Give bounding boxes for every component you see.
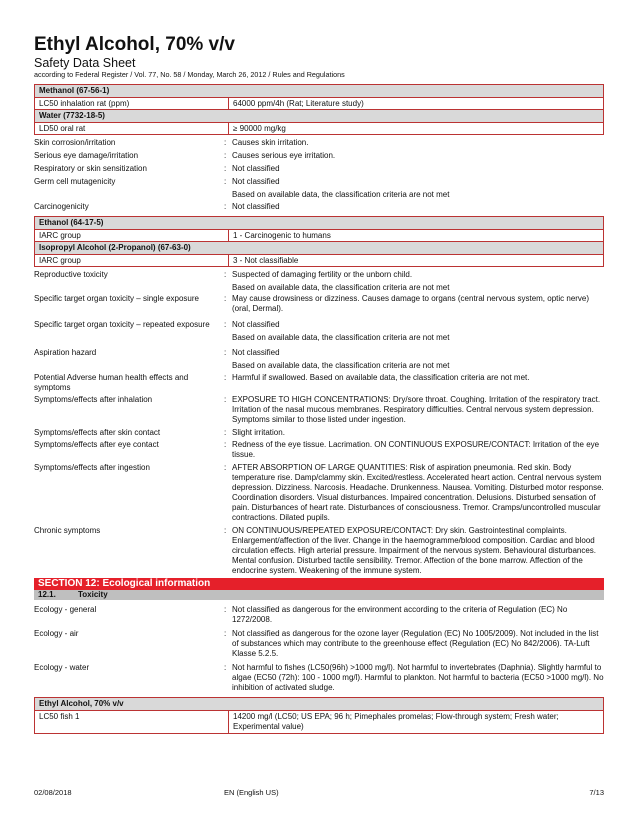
ecology-value: Not harmful to fishes (LC50(96h) >1000 mg/l). Not harmful to invertebrates (Daphnia). Slightly harmful to algae (EC50 (72h): 100 - 1000 mg/l). Harmful to plankton. Not harmful to bacteria (EC50 >1000 mg/l). No inhibition of activated sludge.	[232, 663, 604, 692]
substance-row	[35, 123, 603, 134]
tox-value: Causes serious eye irritation.	[232, 151, 336, 160]
tox-label: Germ cell mutagenicity	[34, 177, 116, 186]
tox-value: Not classified	[232, 164, 280, 173]
tox-value-text: Not classified	[232, 177, 280, 186]
tox-note: Based on available data, the classification criteria are not met	[232, 283, 450, 292]
tox-value-text: Not classified	[232, 320, 280, 329]
substance-table-water	[34, 110, 604, 135]
substance-label: LC50 inhalation rat (ppm)	[35, 98, 229, 109]
separator: :	[224, 320, 227, 329]
page-footer	[34, 788, 604, 797]
tox-row-adverse	[34, 373, 604, 395]
separator: :	[224, 164, 227, 173]
separator: :	[224, 373, 227, 382]
footer-page-number: 7/13	[589, 788, 604, 797]
footer-language: EN (English US)	[224, 788, 279, 797]
tox-row-stot-repeated	[34, 320, 604, 348]
tox-label: Carcinogenicity	[34, 202, 89, 211]
separator: :	[224, 605, 227, 614]
tox-note: Based on available data, the classification criteria are not met	[232, 333, 450, 342]
substance-name: Water (7732-18-5)	[35, 110, 603, 123]
tox-value: Not classified	[232, 202, 280, 211]
tox-value: Causes skin irritation.	[232, 138, 309, 147]
tox-value	[232, 270, 604, 294]
separator: :	[224, 663, 227, 672]
ecology-value: Not classified as dangerous for the environment according to the criteria of Regulation (EC) No 1272/2008.	[232, 605, 568, 624]
substance-name: Isopropyl Alcohol (2-Propanol) (67-63-0)	[35, 242, 603, 255]
tox-row-eye-contact	[34, 440, 604, 463]
tox-label: Symptoms/effects after inhalation	[34, 395, 153, 404]
substance-label: LC50 fish 1	[35, 711, 229, 733]
tox-row-germ	[34, 177, 604, 202]
tox-value: EXPOSURE TO HIGH CONCENTRATIONS: Dry/sore throat. Coughing. Irritation of the respiratory tract. Irritation of the nasal mucous membranes. Respiratory difficulties. Central nervous system depression. Symptoms similar to those listed under ingestion.	[232, 395, 601, 424]
tox-value	[232, 320, 604, 348]
tox-value: Redness of the eye tissue. Lacrimation. ON CONTINUOUS EXPOSURE/CONTACT: Irritation of the eye tissue.	[232, 440, 600, 459]
separator: :	[224, 138, 227, 147]
tox-value-text: Suspected of damaging fertility or the unborn child.	[232, 270, 413, 279]
substance-name: Ethyl Alcohol, 70% v/v	[35, 698, 603, 711]
tox-row-skin	[34, 138, 604, 151]
tox-row-inhalation	[34, 395, 604, 428]
separator: :	[224, 151, 227, 160]
document-body	[34, 84, 604, 734]
tox-value: ON CONTINUOUS/REPEATED EXPOSURE/CONTACT: Dry skin. Gastrointestinal complaints. Enlargement/affection of the liver. Change in the haemogramme/blood composition. Cardiac and blood circulation effects. High arterial pressure. Impairment of the nervous system. Behavioural disturbances. Mental confusion. Disturbed tactile sensibility. Tremor. Affection of the bone marrow. Affection of the endocrine system. Weakening of the immune system.	[232, 526, 597, 575]
document-subtitle: Safety Data Sheet	[34, 56, 136, 70]
document-header	[34, 34, 604, 80]
subsection-12-1-heading	[34, 590, 604, 600]
footer-date: 02/08/2018	[34, 788, 72, 797]
substance-row	[35, 711, 603, 733]
subsection-number: 12.1.	[38, 590, 56, 599]
tox-note: Based on available data, the classification criteria are not met	[232, 361, 450, 370]
tox-note: Based on available data, the classification criteria are not met	[232, 190, 450, 199]
tox-label: Skin corrosion/irritation	[34, 138, 116, 147]
tox-row-ingestion	[34, 463, 604, 526]
substance-value: 14200 mg/l (LC50; US EPA; 96 h; Pimephales promelas; Flow-through system; Fresh water; Experimental value)	[233, 712, 559, 731]
separator: :	[224, 270, 227, 279]
tox-label: Specific target organ toxicity – repeated exposure	[34, 320, 210, 329]
regulation-line: according to Federal Register / Vol. 77, No. 58 / Monday, March 26, 2012 / Rules and Regulations	[34, 70, 345, 79]
substance-row	[35, 98, 603, 109]
substance-table-methanol	[34, 84, 604, 110]
separator: :	[224, 463, 227, 472]
substance-name: Methanol (67-56-1)	[35, 85, 603, 98]
tox-row-chronic	[34, 526, 604, 578]
substance-row	[35, 255, 603, 266]
tox-label: Aspiration hazard	[34, 348, 97, 357]
tox-row-eye	[34, 151, 604, 164]
tox-value	[232, 177, 604, 202]
tox-row-aspiration	[34, 348, 604, 373]
tox-label: Serious eye damage/irritation	[34, 151, 139, 160]
ecology-label: Ecology - air	[34, 629, 79, 638]
tox-label: Respiratory or skin sensitization	[34, 164, 147, 173]
substance-table-product	[34, 697, 604, 734]
tox-row-reproductive	[34, 270, 604, 294]
ecology-row-air	[34, 629, 604, 663]
ecology-row-water	[34, 663, 604, 697]
substance-label: LD50 oral rat	[35, 123, 229, 134]
substance-row	[35, 230, 603, 241]
tox-value: Slight irritation.	[232, 428, 285, 437]
tox-label: Symptoms/effects after ingestion	[34, 463, 150, 472]
tox-label: Reproductive toxicity	[34, 270, 108, 279]
tox-row-carcinogenicity	[34, 202, 604, 216]
separator: :	[224, 428, 227, 437]
separator: :	[224, 202, 227, 211]
separator: :	[224, 526, 227, 535]
tox-label: Potential Adverse human health effects and symptoms	[34, 373, 189, 392]
tox-value: May cause drowsiness or dizziness. Causes damage to organs (central nervous system, optic nerve) (oral, Dermal).	[232, 294, 590, 313]
substance-value: 3 - Not classifiable	[233, 256, 299, 265]
tox-label: Symptoms/effects after eye contact	[34, 440, 159, 449]
tox-label: Chronic symptoms	[34, 526, 101, 535]
ecology-label: Ecology - water	[34, 663, 90, 672]
tox-row-sensitization	[34, 164, 604, 177]
substance-value: 64000 ppm/4h (Rat; Literature study)	[233, 99, 364, 108]
substance-name: Ethanol (64-17-5)	[35, 217, 603, 230]
ecology-row-general	[34, 605, 604, 629]
substance-table-isopropyl	[34, 242, 604, 267]
separator: :	[224, 177, 227, 186]
tox-row-stot-single	[34, 294, 604, 320]
tox-value	[232, 348, 604, 373]
tox-value-text: Not classified	[232, 348, 280, 357]
substance-table-ethanol	[34, 216, 604, 242]
tox-value: Harmful if swallowed. Based on available data, the classification criteria are not met.	[232, 373, 530, 382]
substance-value: 1 - Carcinogenic to humans	[233, 231, 331, 240]
section-12-heading: SECTION 12: Ecological information	[34, 578, 604, 590]
ecology-label: Ecology - general	[34, 605, 97, 614]
separator: :	[224, 395, 227, 404]
substance-value: ≥ 90000 mg/kg	[233, 124, 286, 133]
ecology-value: Not classified as dangerous for the ozone layer (Regulation (EC) No 1005/2009). Not included in the list of substances which may contribute to the greenhouse effect (Regulation (EC) No 842/2006). TA-Luft Klasse 5.2.5.	[232, 629, 599, 658]
substance-label: IARC group	[35, 230, 229, 241]
tox-label: Symptoms/effects after skin contact	[34, 428, 161, 437]
tox-label: Specific target organ toxicity – single exposure	[34, 294, 199, 303]
document-title: Ethyl Alcohol, 70% v/v	[34, 34, 235, 55]
separator: :	[224, 629, 227, 638]
subsection-title: Toxicity	[78, 590, 108, 599]
tox-value: AFTER ABSORPTION OF LARGE QUANTITIES: Risk of aspiration pneumonia. Red skin. Body temperature rise. Damp/clammy skin. Excited/restless. Accelerated heart action. Central nervous system depression. Dizziness. Narcosis. Headache. Drunkenness. Nausea. Vomiting. Disturbed motor response. Coordination disorders. Visual disturbances. Impaired concentration. Delusions. Disturbed sensation of pain. Disturbances of heart rate. Disturbances of consciousness. Tremor. Cramps/uncontrolled muscular contractions. Dilated pupils.	[232, 463, 604, 522]
separator: :	[224, 348, 227, 357]
separator: :	[224, 294, 227, 303]
separator: :	[224, 440, 227, 449]
tox-row-skin-contact	[34, 428, 604, 440]
substance-label: IARC group	[35, 255, 229, 266]
